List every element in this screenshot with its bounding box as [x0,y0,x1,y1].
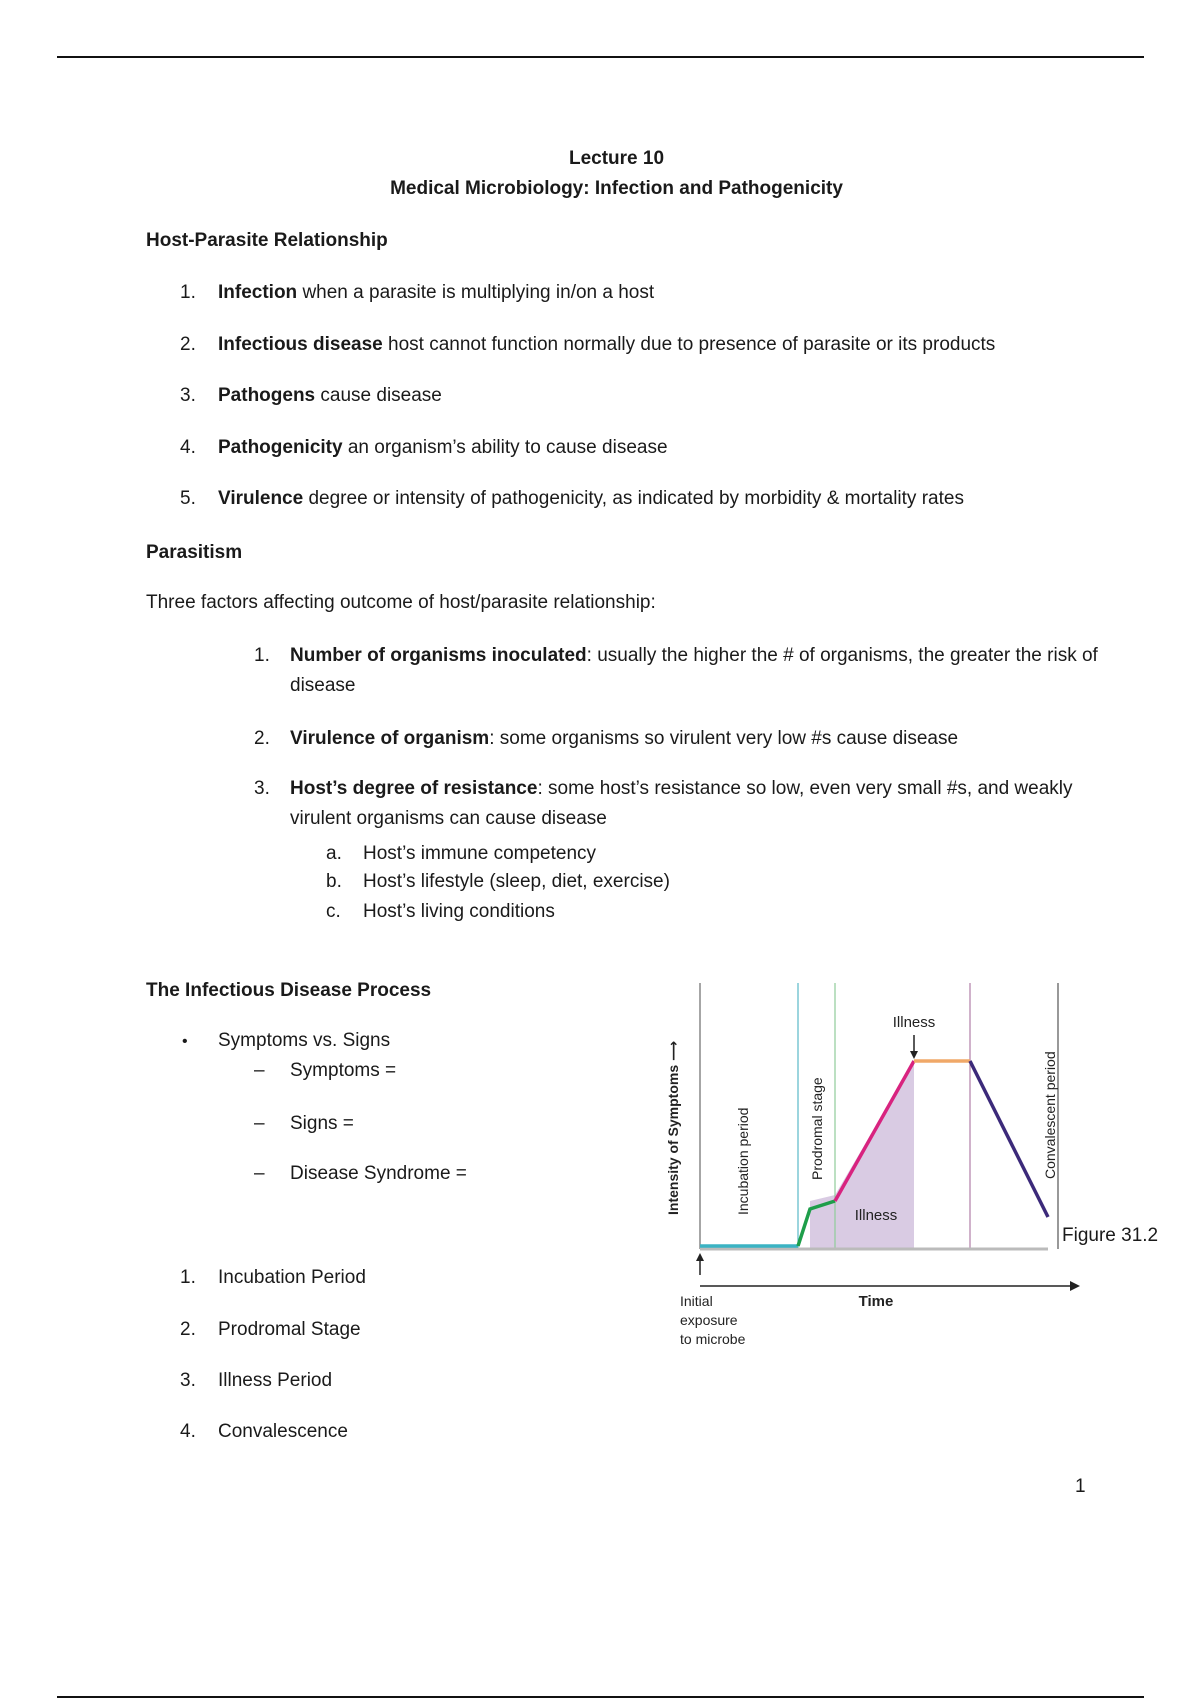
list-item [290,724,1100,754]
convalescent-label: Convalescent period [1042,1051,1058,1179]
dash-item: Signs = [290,1113,354,1134]
list-number: 3. [254,778,270,799]
prodromal-label: Prodromal stage [809,1077,825,1180]
exposure-label-line-2: exposure [680,1312,738,1328]
list-number: 4. [180,1421,196,1442]
list-number: 3. [180,1370,196,1391]
page-number: 1 [1075,1476,1086,1497]
list-number: 5. [180,488,196,509]
y-axis-label: Intensity of Symptoms ⟶ [665,1040,681,1215]
term: Infectious disease [218,334,383,355]
dash-icon: – [254,1163,265,1184]
section-heading-process: The Infectious Disease Process [146,980,432,1001]
sub-letter: a. [326,843,342,864]
exposure-arrowhead [696,1253,704,1261]
dash-icon: – [254,1060,265,1081]
term: Infection [218,282,298,303]
bullet-item: Symptoms vs. Signs [218,1030,391,1051]
dash-item: Symptoms = [290,1060,397,1081]
incubation-label: Incubation period [735,1107,751,1215]
illness-pointer-arrowhead [910,1051,918,1059]
term: Pathogenicity [218,437,343,458]
definition: host cannot function normally due to presence of parasite or its products [382,334,996,355]
stage-item: Incubation Period [218,1267,366,1288]
exposure-label-line-1: Initial [680,1293,713,1309]
top-rule [57,56,1144,58]
term: Number of organisms inoculated [290,645,587,666]
sub-letter: c. [326,901,341,922]
bottom-rule [57,1696,1144,1698]
section-heading-parasitism: Parasitism [146,542,243,563]
definition: when a parasite is multiplying in/on a host [297,282,655,303]
definition: : some host’s resistance so low, even very small #s, and weakly virulent organisms can cause disease [290,778,1073,829]
stage-item: Prodromal Stage [218,1319,361,1340]
term: Pathogens [218,385,316,406]
list-item [218,333,995,357]
illness-top-label: Illness [892,1014,936,1031]
list-number: 1. [180,1267,196,1288]
parasitism-intro: Three factors affecting outcome of host/parasite relationship: [146,592,656,613]
sub-item: Host’s living conditions [363,901,555,922]
list-number: 3. [180,385,196,406]
section-heading-host-parasite: Host-Parasite Relationship [146,230,388,251]
list-item [218,436,668,460]
sub-item: Host’s immune competency [363,843,597,864]
x-axis-label: Time [858,1293,894,1310]
list-number: 1. [180,282,196,303]
term: Virulence of organism [290,728,490,749]
dash-icon: – [254,1113,265,1134]
definition: an organism’s ability to cause disease [342,437,668,458]
dash-item: Disease Syndrome = [290,1163,467,1184]
convalescent-curve [970,1061,1048,1217]
sub-letter: b. [326,871,342,892]
definition: degree or intensity of pathogenicity, as indicated by morbidity & mortality rates [303,488,964,509]
definition: : some organisms so virulent very low #s cause disease [489,728,959,749]
sub-item: Host’s lifestyle (sleep, diet, exercise) [363,871,670,892]
definition: : usually the higher the # of organisms, the greater the risk of disease [290,645,1098,696]
stage-item: Convalescence [218,1421,348,1442]
term: Host’s degree of resistance [290,778,538,799]
list-number: 2. [180,1319,196,1340]
illness-area-label: Illness [854,1207,898,1224]
page-title: Medical Microbiology: Infection and Pathogenicity [390,178,843,199]
exposure-label-line-3: to microbe [680,1331,746,1347]
stage-item: Illness Period [218,1370,333,1391]
list-item [218,384,442,408]
list-number: 1. [254,645,270,666]
figure-caption: Figure 31.2 [1062,1225,1159,1246]
disease-course-figure [660,975,1130,1355]
list-number: 2. [254,728,270,749]
time-arrowhead [1070,1281,1080,1291]
definition: cause disease [315,385,442,406]
list-number: 2. [180,334,196,355]
term: Virulence [218,488,304,509]
list-item [290,641,1100,701]
lecture-number: Lecture 10 [568,148,665,169]
list-item [290,774,1080,834]
list-number: 4. [180,437,196,458]
list-item [218,281,654,305]
list-item [218,487,964,511]
bullet-icon: • [182,1033,188,1050]
